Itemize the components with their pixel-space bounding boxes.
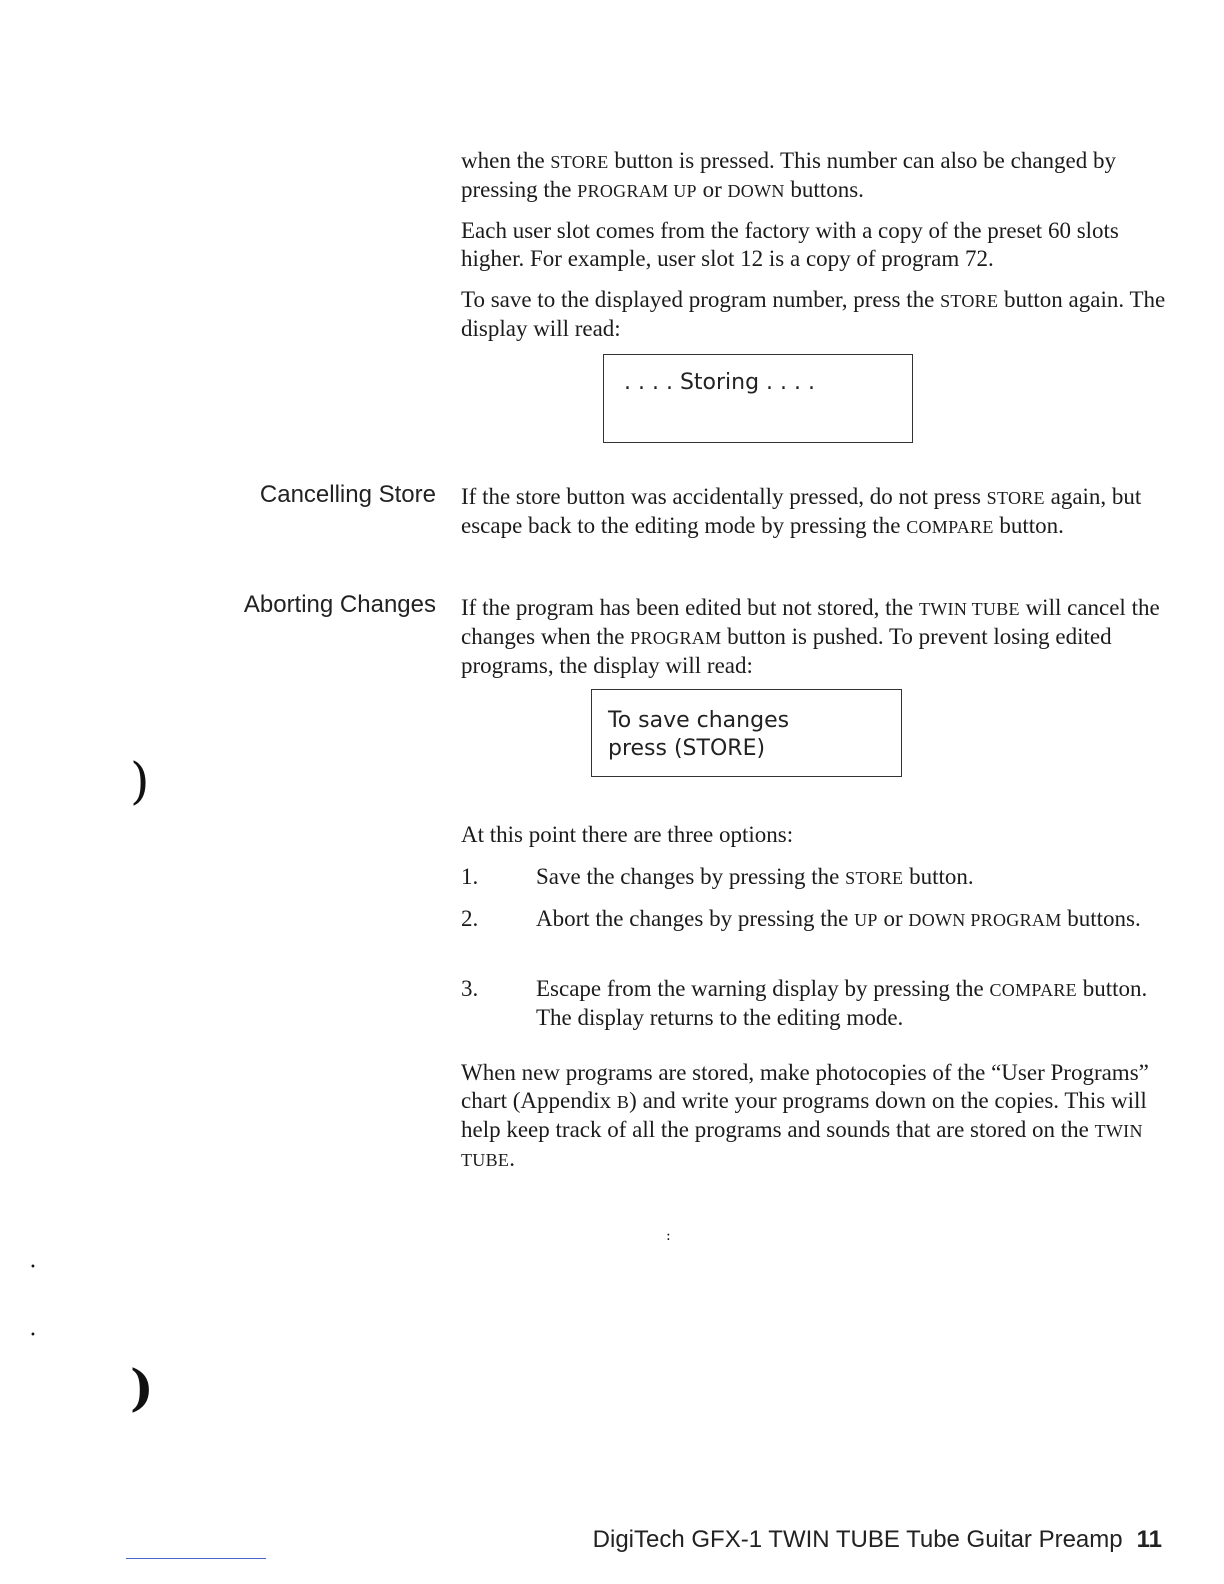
lcd-display-save-changes [591, 689, 902, 777]
lcd-line-2: press (STORE) [608, 736, 766, 761]
options-intro: At this point there are three options: [461, 822, 794, 847]
list-item: 1. Save the changes by pressing the STORE button. [461, 864, 974, 889]
paragraph-aborting-changes: If the program has been edited but not stored, the TWIN TUBE will cancel the changes when the PROGRAM button is pushed. To prevent losing edited programs, the display will read: [461, 595, 1160, 678]
list-item: 3. Escape from the warning display by pressing the COMPARE button. The display returns to the editing mode. [461, 976, 1148, 1030]
section-heading-aborting-changes: Aborting Changes [243, 591, 436, 618]
lcd-display-storing [603, 354, 913, 443]
scan-speck: • [30, 1262, 36, 1273]
scan-speck: : [666, 1228, 671, 1244]
binding-hole-mark: ) [130, 1358, 154, 1417]
section-heading-cancelling-store: Cancelling Store [259, 481, 436, 508]
list-number: 1. [461, 864, 479, 889]
footer-title: DigiTech GFX-1 TWIN TUBE Tube Guitar Preamp [592, 1526, 1123, 1553]
list-number: 3. [461, 976, 479, 1001]
lcd-line-1: To save changes [608, 708, 790, 733]
paragraph-cancelling-store: If the store button was accidentally pressed, do not press STORE again, but escape back to the editing mode by pressing the COMPARE button. [461, 484, 1142, 538]
footer-rule [126, 1558, 266, 1559]
list-item: 2. Abort the changes by pressing the UP or DOWN PROGRAM buttons. [461, 906, 1141, 931]
scan-speck: • [30, 1330, 36, 1341]
list-number: 2. [461, 906, 479, 931]
paragraph-user-programs-chart: When new programs are stored, make photocopies of the “User Programs” chart (Appendix B) and write your programs down on the copies. This will help keep track of all the programs and sounds that are stored on the TWIN TUBE. [461, 1060, 1149, 1171]
lcd-line-1: . . . . Storing . . . . [624, 370, 816, 395]
binding-hole-mark: ) [130, 752, 150, 810]
paragraph-save-program: To save to the displayed program number, press the STORE button again. The display will read: [461, 287, 1166, 341]
page-footer [593, 1526, 1162, 1566]
paragraph-user-slot: Each user slot comes from the factory with a copy of the preset 60 slots higher. For example, user slot 12 is a copy of program 72. [461, 218, 1119, 271]
paragraph-store-number: when the STORE button is pressed. This number can also be changed by pressing the PROGRAM UP or DOWN buttons. [461, 148, 1116, 202]
page-number: 11 [1136, 1526, 1162, 1553]
